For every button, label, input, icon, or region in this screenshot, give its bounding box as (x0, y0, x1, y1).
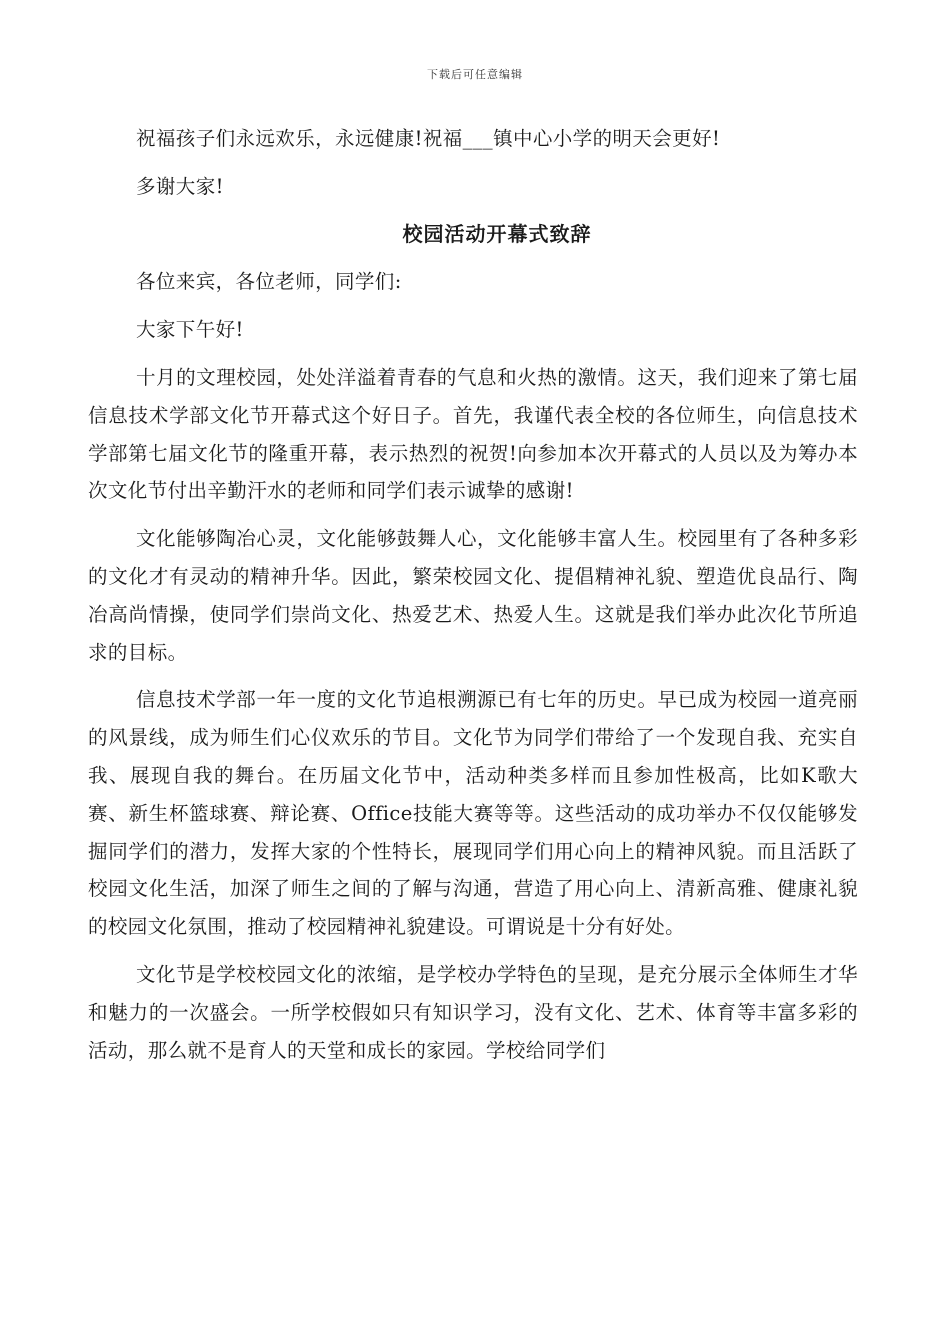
paragraph-3: 信息技术学部一年一度的文化节追根溯源已有七年的历史。早已成为校园一道亮丽的风景线，成为师生们心仪欢乐的节目。文化节为同学们带给了一个发现自我、充实自我、展现自我的舞台。在历届文化节中，活动种类多样而且参加性极高，比如K歌大赛、新生杯篮球赛、辩论赛、Office技能大赛等等。这些活动的成功举办不仅仅能够发掘同学们的潜力，发挥大家的个性特长，展现同学们用心向上的精神风貌。而且活跃了校园文化生活，加深了师生之间的了解与沟通，营造了用心向上、清新高雅、健康礼貌的校园文化氛围，推动了校园精神礼貌建设。可谓说是十分有好处。 (88, 688, 858, 939)
speech-title: 校园活动开幕式致辞 (402, 221, 592, 246)
closing-wish: 祝福孩子们永远欢乐，永远健康!祝福___镇中心小学的明天会更好! (136, 127, 721, 150)
closing-thanks: 多谢大家! (136, 174, 224, 198)
page-header-note: 下载后可任意编辑 (427, 68, 523, 81)
salutation: 各位来宾，各位老师，同学们: (136, 270, 402, 294)
greeting: 大家下午好! (136, 318, 244, 342)
paragraph-1: 十月的文理校园，处处洋溢着青春的气息和火热的激情。这天，我们迎来了第七届信息技术学部文化节开幕式这个好日子。首先，我谨代表全校的各位师生，向信息技术学部第七届文化节的隆重开幕，表示热烈的祝贺!向参加本次开幕式的人员以及为筹办本次文化节付出辛勤汗水的老师和同学们表示诚挚的感谢! (88, 365, 858, 503)
paragraph-2: 文化能够陶冶心灵，文化能够鼓舞人心，文化能够丰富人生。校园里有了各种多彩的文化才有灵动的精神升华。因此，繁荣校园文化、提倡精神礼貌、塑造优良品行、陶冶高尚情操，使同学们崇尚文化、热爱艺术、热爱人生。这就是我们举办此次化节所追求的目标。 (88, 527, 858, 664)
paragraph-4: 文化节是学校校园文化的浓缩，是学校办学特色的呈现，是充分展示全体师生才华和魅力的一次盛会。一所学校假如只有知识学习，没有文化、艺术、体育等丰富多彩的活动，那么就不是育人的天堂和成长的家园。学校给同学们 (88, 962, 858, 1062)
document-body (88, 120, 858, 1079)
